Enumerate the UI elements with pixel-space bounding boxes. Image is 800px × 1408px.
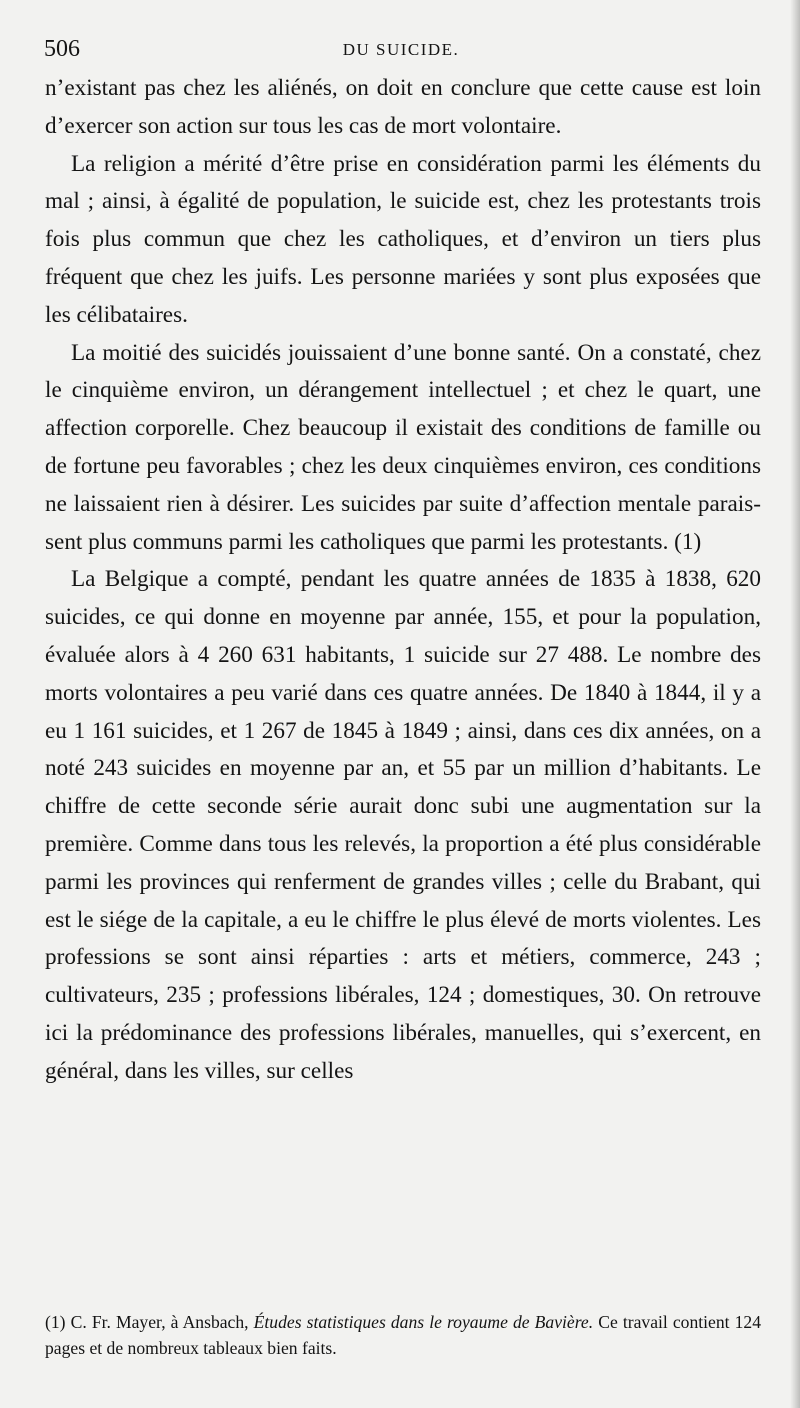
- running-head: DU SUICIDE.: [342, 40, 460, 59]
- footnote-rest: Ce travail contient 124 pages et de nombreux tableaux bien faits.: [45, 1312, 762, 1358]
- page-header: [44, 36, 758, 66]
- footnote-author: C. Fr. Mayer, à Ansbach,: [70, 1312, 249, 1332]
- paragraph-belgium: La Belgique a compté, pendant les quatre années de 1835 à 1838, 620 suicides, ce qui donne en moyenne par année, 155, et pour la population, évaluée alors à 4 260 631 habitants, 1 suicide sur 27 488. Le nombre des morts volontaires a peu varié dans ces quatre années. De 1840 à 1844, il y a eu 1 161 suicides, et 1 267 de 1845 à 1849 ; ainsi, dans ces dix années, on a noté 243 suicides en moyenne par an, et 55 par un million d’habitants. Le chiffre de cette seconde série aurait donc subi une augmentation sur la première. Comme dans tous les relevés, la proportion a été plus considérable parmi les provinces qui renferment de grandes villes ; celle du Brabant, qui est le siége de la capitale, a eu le chiffre le plus élevé de morts violentes. Les professions se sont ainsi réparties : arts et métiers, commerce, 243 ; cultivateurs, 235 ; professions libérales, 124 ; domestiques, 30. On retrouve ici la prédominance des professions libérales, manuelles, qui s’exercent, en général, dans les villes, sur celles: [45, 566, 761, 1084]
- paragraph-continuation: n’existant pas chez les aliénés, on doit en conclure que cette cause est loin d’exercer son action sur tous les cas de mort volontaire.: [45, 75, 761, 139]
- body-text: [45, 70, 761, 1091]
- paragraph-religion: La religion a mérité d’être prise en considération parmi les éléments du mal ; ainsi, à égalité de population, le suicide est, chez les protestants trois fois plus commun que chez les catholiques, et d’environ un tiers plus fréquent que chez les juifs. Les personne mariées y sont plus exposées que les célibataires.: [45, 150, 761, 328]
- paragraph-health: La moitié des suicidés jouissaient d’une bonne santé. On a constaté, chez le cinquième environ, un dérangement intellectuel ; et chez le quart, une affection corporelle. Chez beaucoup il existait des conditions de famille ou de fortune peu favorables ; chez les deux cinquièmes environ, ces conditions ne laissaient rien à désirer. Les suicides par suite d’affection mentale paraissent plus communs parmi les catholiques que parmi les protestants. (1): [45, 339, 761, 555]
- footnote-title: Études statistiques dans le royaume de Bavière.: [253, 1312, 594, 1332]
- footnote: [45, 1309, 761, 1361]
- page-edge-shadow: [790, 0, 800, 1408]
- page-number: 506: [44, 36, 80, 62]
- footnote-marker: (1): [45, 1312, 66, 1332]
